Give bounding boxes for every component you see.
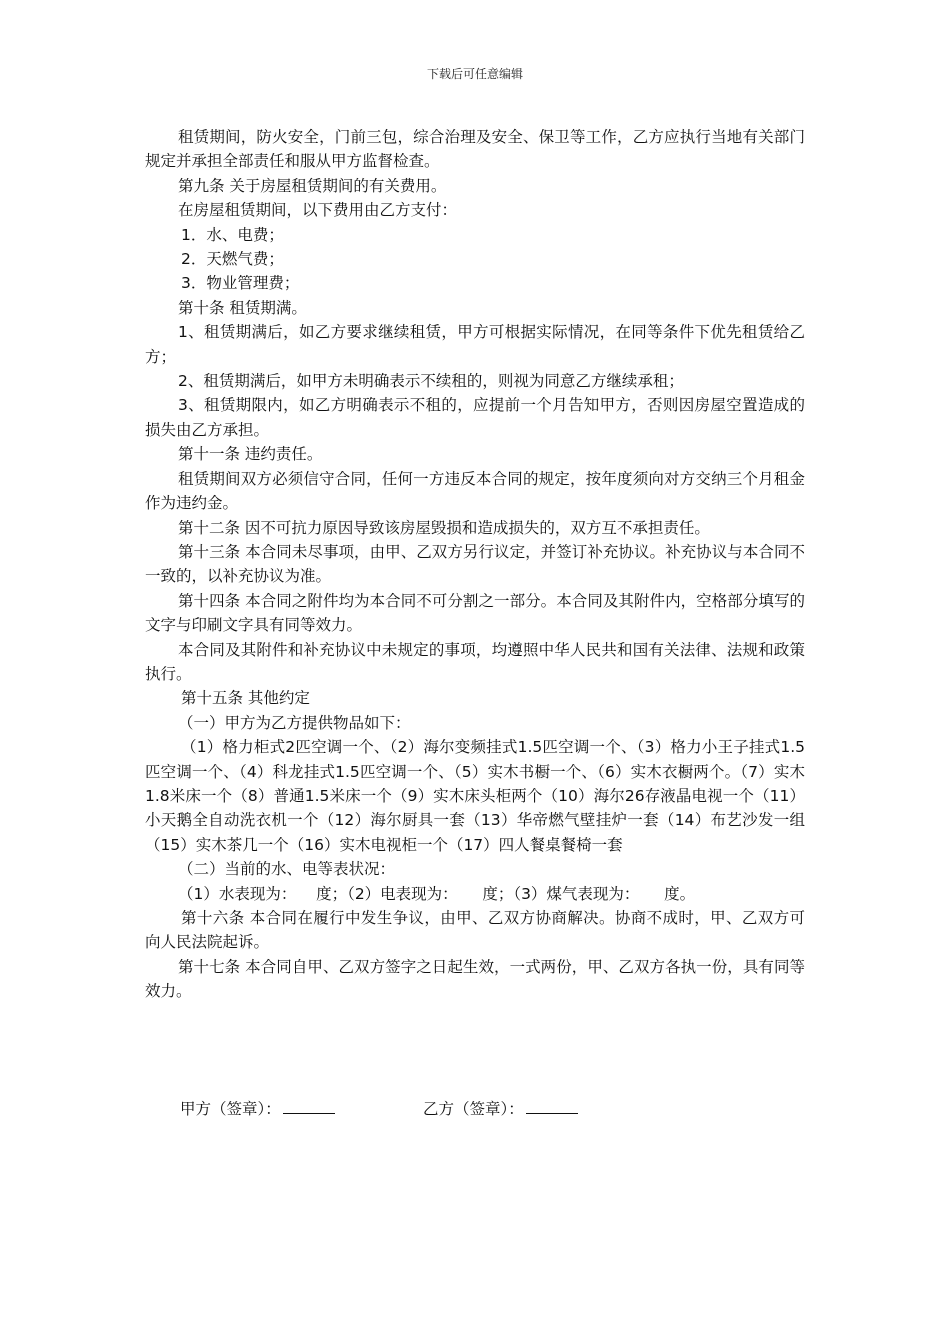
article-15-items-list: （1）格力柜式2匹空调一个、（2）海尔变频挂式1.5匹空调一个、（3）格力小王子挂式1.5匹空调一个、（4）科龙挂式1.5匹空调一个、（5）实木书橱一个、（6）实木衣橱两个。（7）实木1.8米床一个（8）普通1.5米床一个（9）实木床头柜两个（10）海尔26存液晶电视一个（11）小天鹅全自动洗衣机一个（12）海尔厨具一套（13）华帝燃气壁挂炉一套（14）布艺沙发一组（15）实木茶几一个（16）实木电视柜一个（17）四人餐桌餐椅一套	[145, 738, 805, 854]
fee-item-1: 1．水、电费；	[181, 225, 284, 244]
paragraph-fire-safety: 租赁期间，防火安全，门前三包，综合治理及安全、保卫等工作，乙方应执行当地有关部门规定并承担全部责任和服从甲方监督检查。	[145, 128, 805, 171]
fee-item-2: 2．天燃气费；	[181, 250, 284, 269]
party-a-signature-line	[283, 1097, 335, 1114]
meter-readings: （1）水表现为： 度；（2）电表现为： 度；（3）煤气表现为： 度。	[178, 884, 696, 903]
party-a-label: 甲方（签章）：	[180, 1100, 281, 1118]
article-10-title: 第十条 租赁期满。	[178, 298, 307, 317]
article-10-clause-2: 2、租赁期满后，如甲方未明确表示不续租的，则视为同意乙方继续承租；	[178, 372, 684, 391]
page-header-note: 下载后可任意编辑	[426, 67, 523, 81]
article-9-intro: 在房屋租赁期间，以下费用由乙方支付：	[178, 201, 458, 220]
fee-item-3: 3．物业管理费；	[181, 274, 300, 293]
article-11-title: 第十一条 违约责任。	[178, 445, 323, 464]
paragraph-applicable-law: 本合同及其附件和补充协议中未规定的事项，均遵照中华人民共和国有关法律、法规和政策执行。	[145, 640, 805, 683]
article-15-title: 第十五条 其他约定	[181, 689, 310, 708]
article-16: 第十六条 本合同在履行中发生争议，由甲、乙双方协商解决。协商不成时，甲、乙双方可向人民法院起诉。	[145, 909, 805, 952]
party-a-signature	[180, 1097, 335, 1121]
article-9-title: 第九条 关于房屋租赁期间的有关费用。	[178, 176, 447, 195]
article-11-body: 租赁期间双方必须信守合同，任何一方违反本合同的规定，按年度须向对方交纳三个月租金作为违约金。	[145, 469, 805, 513]
article-13: 第十三条 本合同未尽事项，由甲、乙双方另行议定，并签订补充协议。补充协议与本合同不一致的，以补充协议为准。	[145, 542, 805, 586]
contract-body	[145, 125, 805, 1004]
party-b-label: 乙方（签章）：	[423, 1100, 524, 1118]
article-10-clause-3: 3、租赁期限内，如乙方明确表示不租的，应提前一个月告知甲方，否则因房屋空置造成的损失由乙方承担。	[145, 396, 805, 439]
party-b-signature-line	[526, 1097, 578, 1114]
article-15-section-1-title: （一）甲方为乙方提供物品如下：	[178, 713, 411, 732]
party-b-signature	[423, 1097, 578, 1121]
article-14: 第十四条 本合同之附件均为本合同不可分割之一部分。本合同及其附件内，空格部分填写的文字与印刷文字具有同等效力。	[145, 591, 805, 635]
article-17: 第十七条 本合同自甲、乙双方签字之日起生效，一式两份，甲、乙双方各执一份，具有同等效力。	[145, 957, 805, 1001]
article-15-section-2-title: （二）当前的水、电等表状况：	[178, 860, 396, 879]
article-12: 第十二条 因不可抗力原因导致该房屋毁损和造成损失的，双方互不承担责任。	[178, 518, 710, 537]
article-10-clause-1: 1、租赁期满后，如乙方要求继续租赁，甲方可根据实际情况，在同等条件下优先租赁给乙方；	[145, 323, 805, 366]
